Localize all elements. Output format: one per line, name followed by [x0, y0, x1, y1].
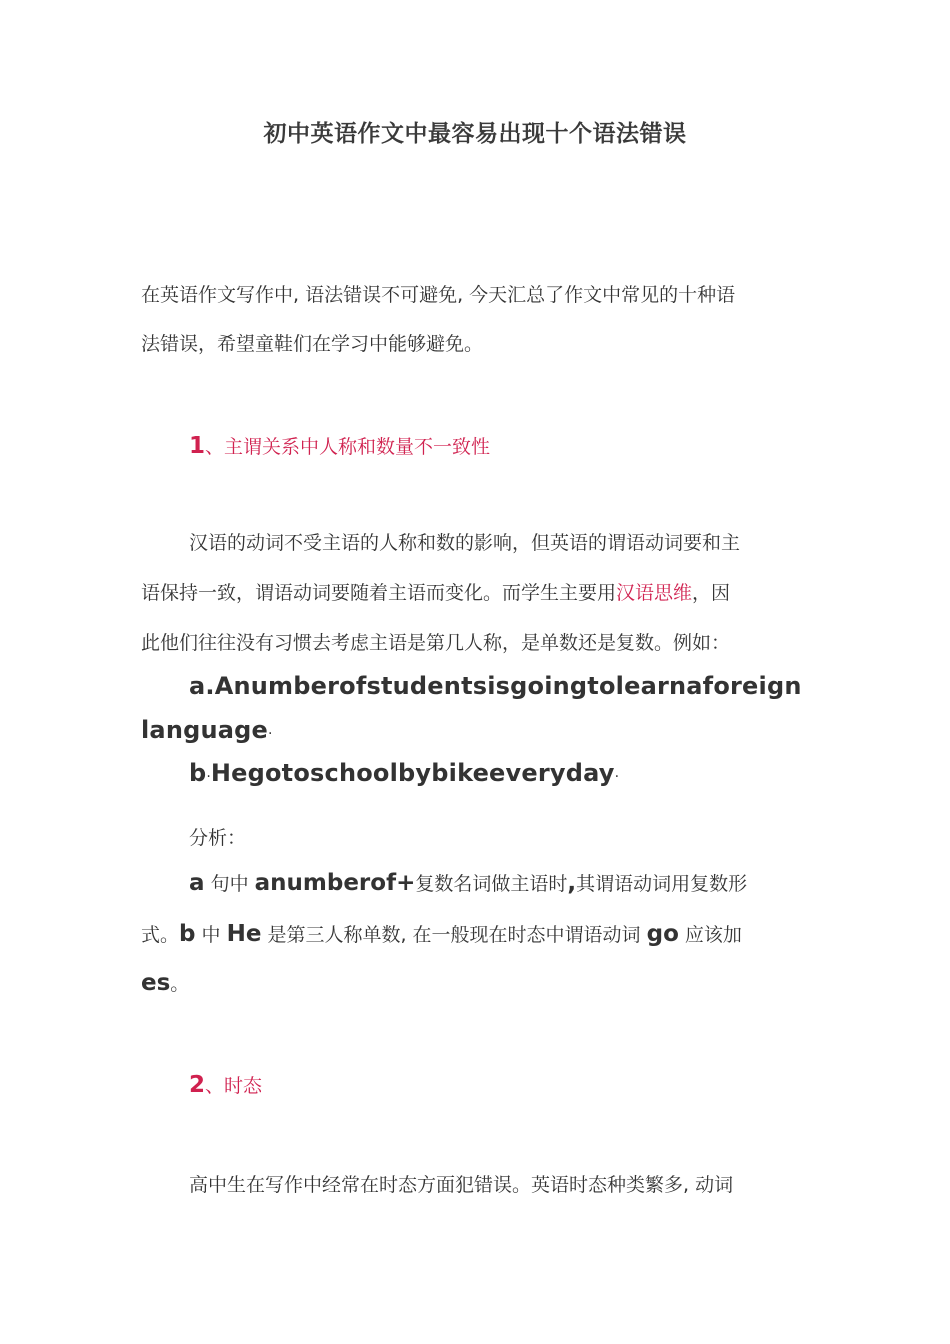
section-1-line-1: 汉语的动词不受主语的人称和数的影响，但英语的谓语动词要和主	[189, 532, 741, 554]
section-1-line-2	[141, 578, 730, 605]
analysis-line-3	[141, 969, 189, 996]
intro-line-1: 在英语作文写作中, 语法错误不可避免, 今天汇总了作文中常见的十种语	[141, 284, 736, 306]
example-b-line	[189, 759, 619, 787]
analysis-b: b	[179, 921, 196, 947]
analysis-period: 。	[170, 973, 190, 995]
analysis-text-4: 式。	[141, 924, 180, 946]
analysis-comma: ,	[567, 870, 577, 896]
example-a-word: language	[141, 716, 269, 744]
analysis-text-7: 应该加	[678, 924, 742, 946]
section-2-number: 2	[189, 1072, 206, 1098]
example-b-dot-1: ·	[206, 769, 211, 785]
analysis-es: es	[141, 970, 171, 996]
analysis-text-3: 其谓语动词用复数形	[576, 873, 748, 895]
example-b-dot-2: ·	[614, 769, 620, 785]
section-1-line-2-text: 语保持一致，谓语动词要随着主语而变化。而学生主要用	[141, 582, 617, 604]
analysis-label: 分析：	[189, 827, 247, 849]
section-1-line-3: 此他们往往没有习惯去考虑主语是第几人称，是单数还是复数。例如：	[141, 632, 731, 654]
example-a-line-1: a.Anumberofstudentsisgoingtolearnaforeign	[189, 672, 802, 700]
section-1-heading	[189, 432, 490, 459]
section-2-heading	[189, 1071, 262, 1098]
analysis-a: a	[189, 870, 205, 896]
section-2-title: 、时态	[205, 1075, 263, 1097]
example-b-letter: b	[189, 759, 207, 787]
analysis-go: go	[646, 921, 679, 947]
example-a-dot: ·	[268, 726, 273, 742]
section-2-line-1: 高中生在写作中经常在时态方面犯错误。英语时态种类繁多, 动词	[189, 1174, 734, 1196]
section-1-line-2-end: ，因	[692, 582, 731, 604]
highlight-chinese-thinking: 汉语思维	[616, 582, 693, 604]
section-1-number: 1	[189, 433, 206, 459]
example-a-line-2	[141, 716, 272, 744]
analysis-text-1: 句中	[204, 873, 255, 895]
analysis-text-6: 是第三人称单数, 在一般现在时态中谓语动词	[261, 924, 647, 946]
analysis-text-5: 中	[195, 924, 227, 946]
analysis-text-2: 复数名词做主语时	[415, 873, 568, 895]
analysis-line-2	[141, 920, 742, 947]
analysis-line-1	[189, 869, 747, 896]
example-b-sentence: Hegotoschoolbybikeeveryday	[210, 759, 615, 787]
analysis-a-number-of: anumberof+	[254, 870, 416, 896]
section-1-title: 、主谓关系中人称和数量不一致性	[205, 436, 491, 458]
intro-line-2: 法错误，希望童鞋们在学习中能够避免。	[141, 333, 484, 355]
document-title: 初中英语作文中最容易出现十个语法错误	[263, 121, 687, 147]
analysis-he: He	[226, 921, 262, 947]
